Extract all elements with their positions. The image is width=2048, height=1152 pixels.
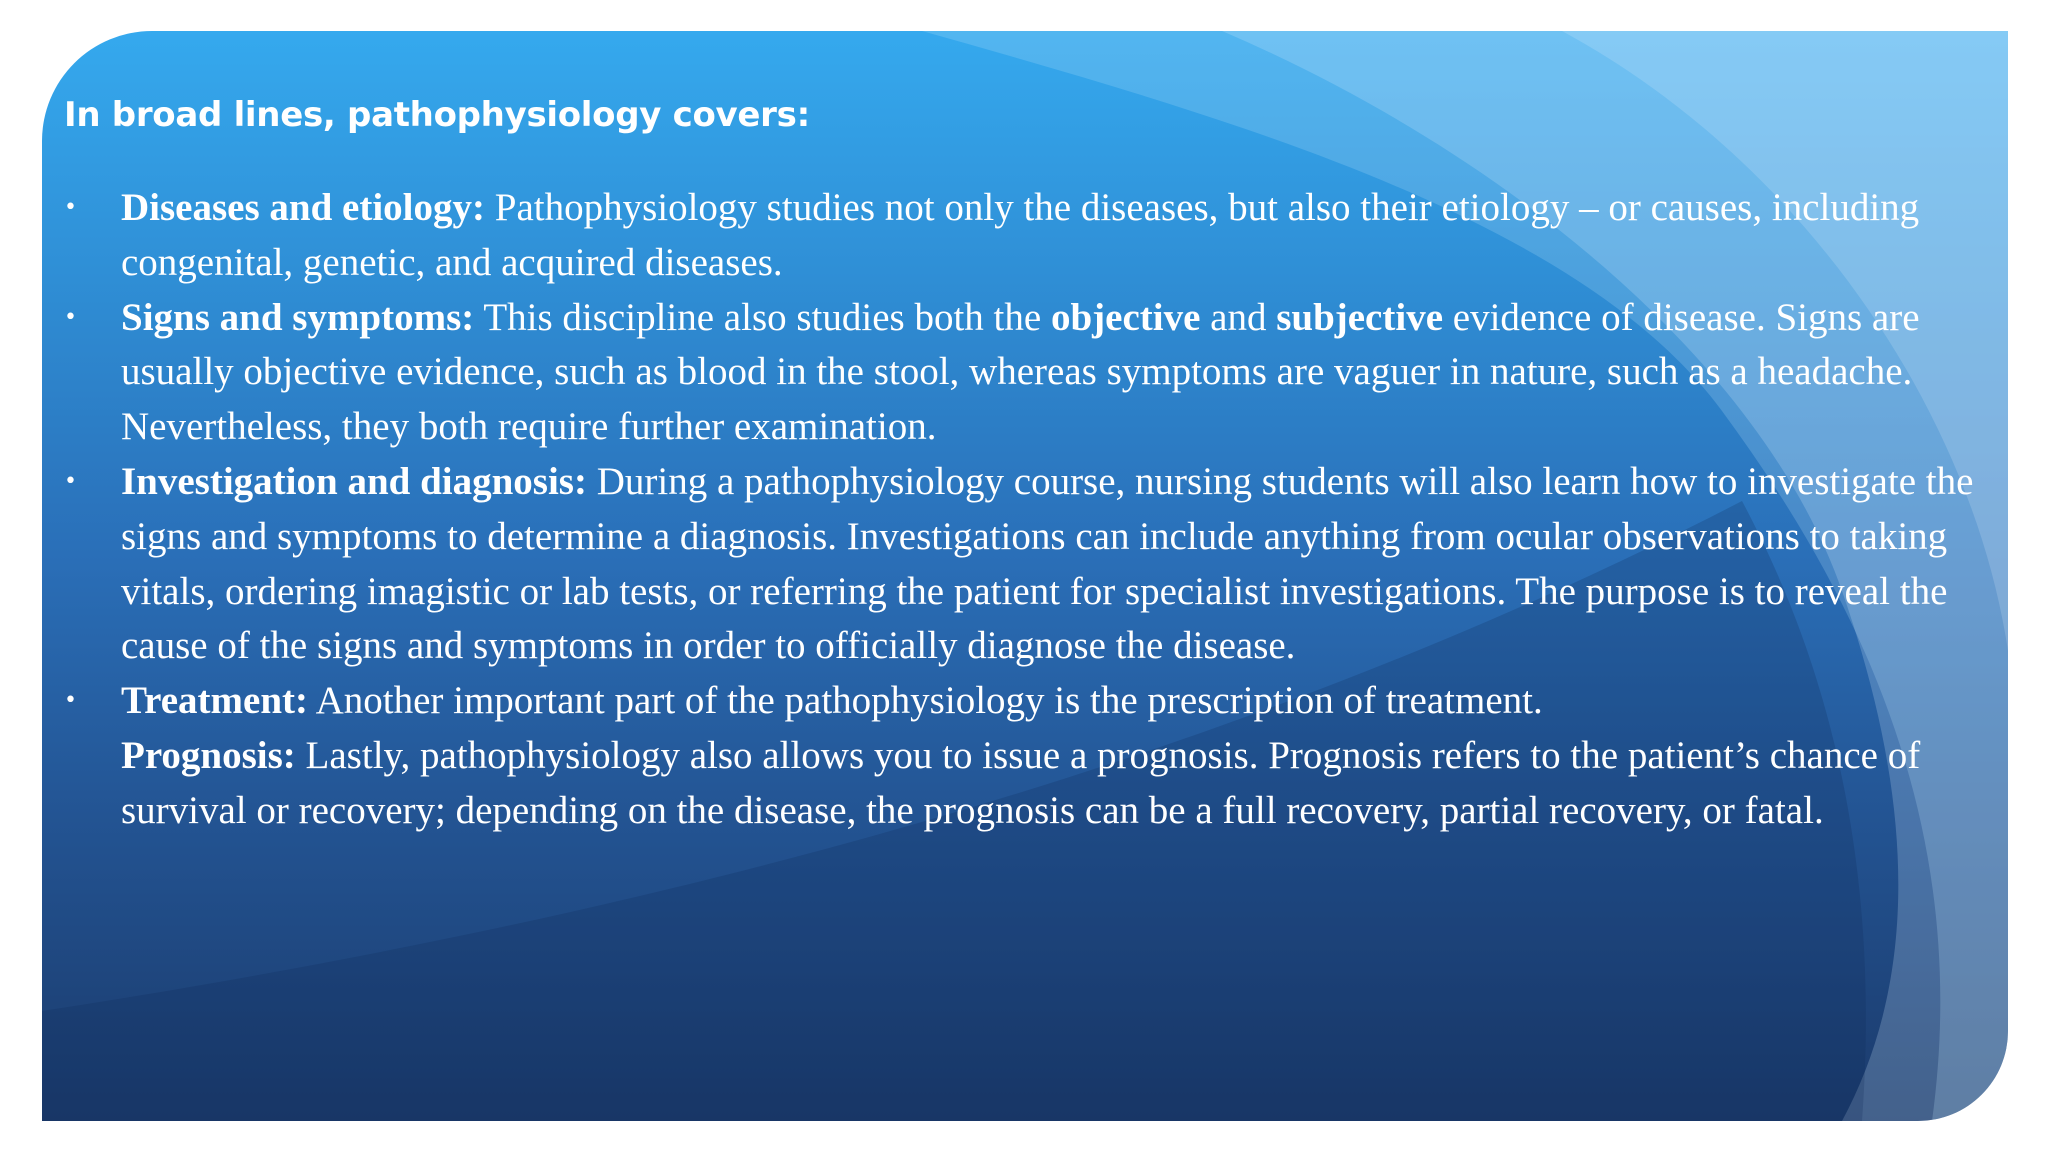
- bullet-text: Pathophysiology studies not only the diseases, but also their etiology – or causes, including congenital, genetic, and acquired diseases.: [121, 186, 1920, 284]
- prognosis-term: Prognosis:: [121, 733, 296, 777]
- bullet-signs-symptoms: [64, 291, 2001, 455]
- bullet-treatment-prognosis: [64, 674, 2001, 838]
- bullet-text: This discipline also studies both the: [474, 295, 1051, 339]
- bullet-icon: •: [64, 468, 77, 494]
- bullet-icon: •: [64, 195, 77, 220]
- bullet-term: Investigation and diagnosis:: [121, 459, 587, 503]
- bullet-text: During a pathophysiology course, nursing students will also learn how to investigate the signs and symptoms to determine a diagnosis. Investigations can include anything from ocular observations to taking vitals, ordering imagistic or lab tests, or referring the patient for specialist investigations. The purpose is to reveal the cause of the signs and symptoms in order to officially diagnose the disease.: [121, 459, 1974, 668]
- bullet-list: [64, 181, 2001, 839]
- slide-heading: In broad lines, pathophysiology covers:: [64, 95, 810, 135]
- slide: [42, 31, 2008, 1121]
- bullet-icon: •: [64, 688, 77, 714]
- slide-content: [42, 31, 2008, 1121]
- bullet-term: Treatment:: [121, 679, 308, 723]
- prognosis-text: Lastly, pathophysiology also allows you to issue a prognosis. Prognosis refers to the patient’s chance of survival or recovery; depending on the disease, the prognosis can be a full recovery, partial recovery, or fatal.: [121, 733, 1921, 832]
- bullet-term: Signs and symptoms:: [121, 295, 475, 339]
- bullet-term: Diseases and etiology:: [121, 186, 485, 229]
- bullet-text: evidence of disease. Signs are usually objective evidence, such as blood in the stool, whereas symptoms are vaguer in nature, such as a headache. Nevertheless, they both require further examination.: [121, 295, 1920, 449]
- bullet-diseases-etiology: [64, 181, 2001, 291]
- bullet-icon: •: [64, 304, 77, 330]
- emphasis-objective: objective: [1050, 295, 1201, 339]
- emphasis-subjective: subjective: [1276, 295, 1444, 339]
- bullet-text: and: [1200, 295, 1277, 339]
- bullet-investigation-diagnosis: [64, 455, 2001, 674]
- bullet-text: Another important part of the pathophysiology is the prescription of treatment.: [307, 679, 1543, 723]
